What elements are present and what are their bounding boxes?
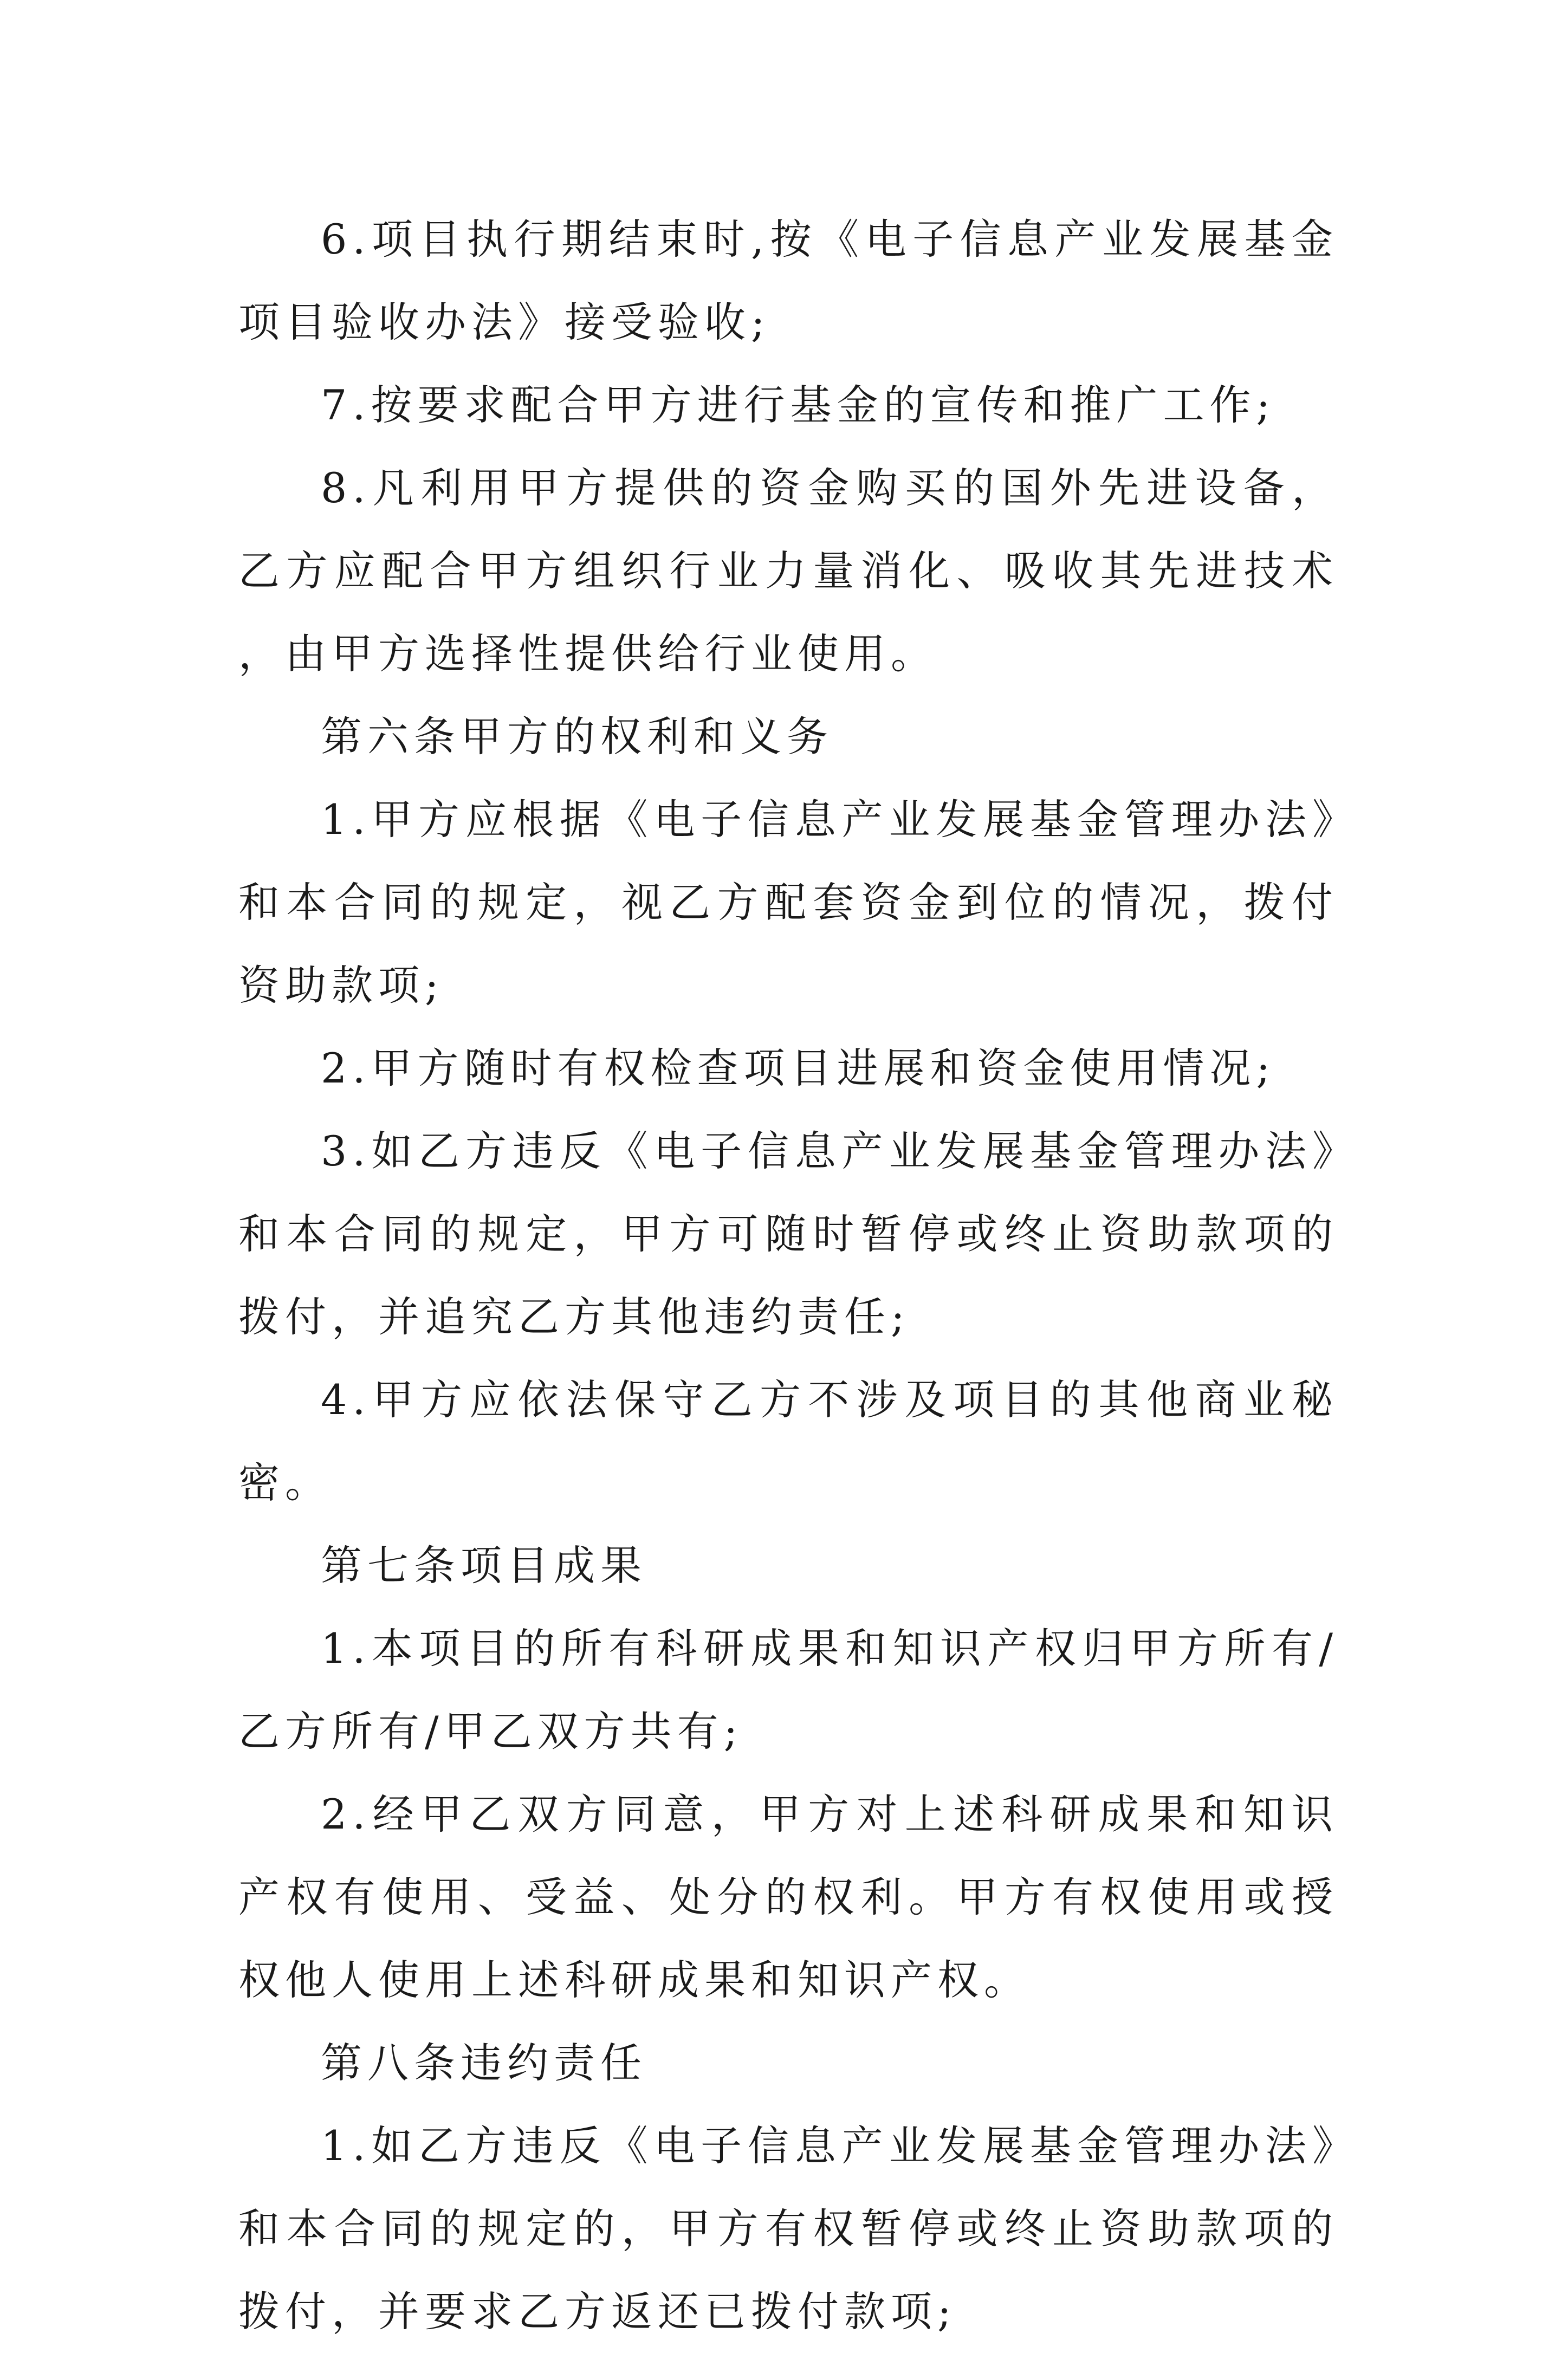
clause-8-item-1: 1.如乙方违反《电子信息产业发展基金管理办法》和本合同的规定的，甲方有权暂停或终止资助款项的拨付，并要求乙方返还已拨付款项; (238, 2122, 1338, 2336)
clause-7-item-2: 2.经甲乙双方同意，甲方对上述科研成果和知识产权有使用、受益、处分的权利。甲方有权使用或授权他人使用上述科研成果和知识产权。 (238, 1790, 1338, 2004)
clause-5-item-6: 6.项目执行期结束时,按《电子信息产业发展基金项目验收办法》接受验收; (238, 215, 1338, 346)
document-body (238, 198, 1338, 2353)
clause-6-item-3: 3.如乙方违反《电子信息产业发展基金管理办法》和本合同的规定，甲方可随时暂停或终止资助款项的拨付，并追究乙方其他违约责任; (238, 1127, 1338, 1341)
clause-6-item-4: 4.甲方应依法保守乙方不涉及项目的其他商业秘密。 (238, 1376, 1338, 1507)
clause-5-item-8: 8.凡利用甲方提供的资金购买的国外先进设备，乙方应配合甲方组织行业力量消化、吸收其先进技术，由甲方选择性提供给行业使用。 (238, 464, 1338, 678)
clause-5-item-7: 7.按要求配合甲方进行基金的宣传和推广工作; (321, 381, 1276, 429)
clause-6-item-1: 1.甲方应根据《电子信息产业发展基金管理办法》和本合同的规定，视乙方配套资金到位的情况，拨付资助款项; (238, 795, 1338, 1009)
clause-6-heading: 第六条甲方的权利和义务 (321, 712, 833, 761)
clause-7-heading: 第七条项目成果 (321, 1541, 647, 1590)
clause-7-item-1: 1.本项目的所有科研成果和知识产权归甲方所有/乙方所有/甲乙双方共有; (238, 1624, 1338, 1755)
clause-8-heading: 第八条违约责任 (321, 2039, 647, 2087)
clause-6-item-2: 2.甲方随时有权检查项目进展和资金使用情况; (321, 1044, 1276, 1092)
